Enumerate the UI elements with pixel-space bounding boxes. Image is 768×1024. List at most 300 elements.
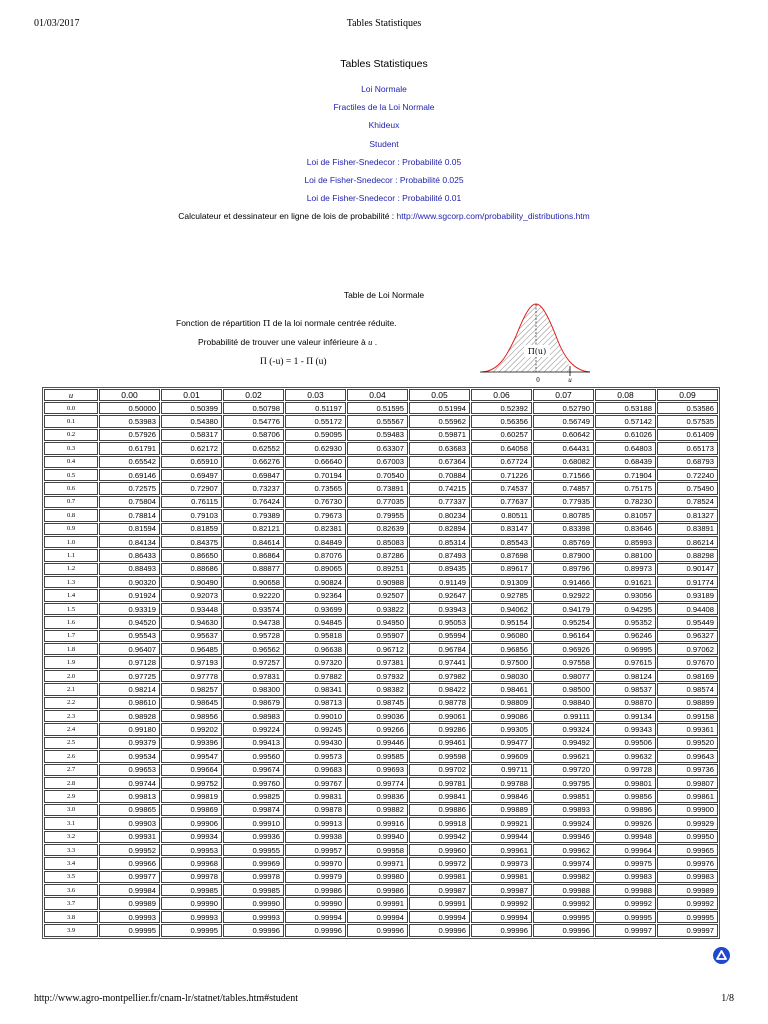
table-cell: 0.97882: [285, 670, 346, 682]
table-cell: 0.99957: [285, 844, 346, 856]
row-header: 3.2: [44, 831, 98, 843]
table-cell: 0.64803: [595, 442, 656, 454]
table-cell: 0.99767: [285, 777, 346, 789]
col-header: 0.09: [657, 389, 718, 401]
table-cell: 0.63307: [347, 442, 408, 454]
table-cell: 0.69847: [223, 469, 284, 481]
table-cell: 0.94408: [657, 603, 718, 615]
row-header: 0.6: [44, 482, 98, 494]
table-cell: 0.79673: [285, 509, 346, 521]
table-cell: 0.95154: [471, 616, 532, 628]
table-cell: 0.93448: [161, 603, 222, 615]
desc2-pre: Probabilité de trouver une valeur inférieure à: [198, 337, 369, 347]
table-cell: 0.98300: [223, 683, 284, 695]
table-row: [44, 563, 718, 575]
table-cell: 0.99995: [533, 911, 594, 923]
table-cell: 0.95053: [409, 616, 470, 628]
row-header: 1.3: [44, 576, 98, 588]
table-row: [44, 456, 718, 468]
table-cell: 0.99965: [657, 844, 718, 856]
table-cell: 0.98124: [595, 670, 656, 682]
table-cell: 0.99893: [533, 804, 594, 816]
table-cell: 0.63683: [409, 442, 470, 454]
table-row: [44, 670, 718, 682]
table-cell: 0.99286: [409, 723, 470, 735]
table-cell: 0.95818: [285, 630, 346, 642]
table-cell: 0.88298: [657, 549, 718, 561]
table-cell: 0.99952: [99, 844, 160, 856]
table-cell: 0.99461: [409, 737, 470, 749]
table-cell: 0.98983: [223, 710, 284, 722]
pi-symbol: Π: [262, 319, 271, 329]
table-cell: 0.84134: [99, 536, 160, 548]
table-cell: 0.99997: [657, 924, 718, 937]
table-cell: 0.99446: [347, 737, 408, 749]
row-header: 2.8: [44, 777, 98, 789]
table-cell: 0.57926: [99, 429, 160, 441]
table-cell: 0.99978: [223, 871, 284, 883]
table-cell: 0.99736: [657, 764, 718, 776]
table-cell: 0.99985: [223, 884, 284, 896]
table-cell: 0.53586: [657, 402, 718, 414]
table-cell: 0.99992: [533, 897, 594, 909]
table-cell: 0.99506: [595, 737, 656, 749]
table-cell: 0.99934: [161, 831, 222, 843]
table-cell: 0.99986: [347, 884, 408, 896]
table-cell: 0.99942: [409, 831, 470, 843]
table-cell: 0.97558: [533, 656, 594, 668]
table-cell: 0.99996: [223, 924, 284, 937]
table-cell: 0.99882: [347, 804, 408, 816]
table-cell: 0.66640: [285, 456, 346, 468]
table-cell: 0.99774: [347, 777, 408, 789]
table-cell: 0.96856: [471, 643, 532, 655]
table-cell: 0.96995: [595, 643, 656, 655]
table-cell: 0.99819: [161, 790, 222, 802]
table-cell: 0.62930: [285, 442, 346, 454]
table-cell: 0.91149: [409, 576, 470, 588]
table-cell: 0.99988: [595, 884, 656, 896]
table-cell: 0.99929: [657, 817, 718, 829]
table-cell: 0.98610: [99, 697, 160, 709]
table-cell: 0.82894: [409, 523, 470, 535]
table-cell: 0.83398: [533, 523, 594, 535]
symmetry-formula: Π (-u) = 1 - Π (u): [260, 357, 327, 367]
print-url: http://www.agro-montpellier.fr/cnam-lr/statnet/tables.htm#student: [34, 993, 299, 1004]
table-cell: 0.99643: [657, 750, 718, 762]
table-cell: 0.69146: [99, 469, 160, 481]
table-cell: 0.99900: [657, 804, 718, 816]
row-header: 0.4: [44, 456, 98, 468]
page-title: Tables Statistiques: [340, 58, 428, 70]
table-cell: 0.90658: [223, 576, 284, 588]
table-cell: 0.93574: [223, 603, 284, 615]
table-cell: 0.91924: [99, 589, 160, 601]
table-cell: 0.68793: [657, 456, 718, 468]
table-cell: 0.97128: [99, 656, 160, 668]
table-row: [44, 897, 718, 909]
table-cell: 0.73565: [285, 482, 346, 494]
table-cell: 0.99910: [223, 817, 284, 829]
table-cell: 0.61791: [99, 442, 160, 454]
table-row: [44, 616, 718, 628]
row-header: 0.0: [44, 402, 98, 414]
table-cell: 0.98713: [285, 697, 346, 709]
row-header: 3.3: [44, 844, 98, 856]
table-cell: 0.52392: [471, 402, 532, 414]
link-loi-normale[interactable]: Loi Normale: [361, 84, 407, 94]
row-header: 2.6: [44, 750, 98, 762]
table-cell: 0.99906: [161, 817, 222, 829]
table-cell: 0.83147: [471, 523, 532, 535]
table-row: [44, 482, 718, 494]
normal-distribution-table: [42, 387, 720, 939]
table-cell: 0.87900: [533, 549, 594, 561]
table-cell: 0.99245: [285, 723, 346, 735]
table-cell: 0.99944: [471, 831, 532, 843]
table-cell: 0.97441: [409, 656, 470, 668]
table-cell: 0.80234: [409, 509, 470, 521]
table-cell: 0.99950: [657, 831, 718, 843]
table-cell: 0.99996: [285, 924, 346, 937]
table-cell: 0.99560: [223, 750, 284, 762]
table-body: [44, 402, 718, 937]
table-cell: 0.96327: [657, 630, 718, 642]
table-cell: 0.99970: [285, 857, 346, 869]
table-links: [0, 84, 768, 211]
table-cell: 0.55567: [347, 415, 408, 427]
table-cell: 0.56749: [533, 415, 594, 427]
table-cell: 0.99994: [409, 911, 470, 923]
table-cell: 0.99972: [409, 857, 470, 869]
table-cell: 0.98382: [347, 683, 408, 695]
table-cell: 0.99874: [223, 804, 284, 816]
table-row: [44, 589, 718, 601]
row-header: 0.8: [44, 509, 98, 521]
table-cell: 0.90988: [347, 576, 408, 588]
table-cell: 0.99534: [99, 750, 160, 762]
table-cell: 0.97670: [657, 656, 718, 668]
table-cell: 0.99989: [99, 897, 160, 909]
table-cell: 0.99982: [533, 871, 594, 883]
row-header: 2.1: [44, 683, 98, 695]
table-cell: 0.73891: [347, 482, 408, 494]
table-cell: 0.99632: [595, 750, 656, 762]
table-cell: 0.96926: [533, 643, 594, 655]
table-cell: 0.99981: [409, 871, 470, 883]
table-cell: 0.96562: [223, 643, 284, 655]
table-cell: 0.94520: [99, 616, 160, 628]
table-cell: 0.95907: [347, 630, 408, 642]
table-cell: 0.94179: [533, 603, 594, 615]
table-cell: 0.99664: [161, 764, 222, 776]
table-cell: 0.99977: [99, 871, 160, 883]
link-khideux[interactable]: Khideux: [368, 120, 400, 131]
col-header: 0.04: [347, 389, 408, 401]
table-cell: 0.97500: [471, 656, 532, 668]
table-row: [44, 630, 718, 642]
row-header: 2.3: [44, 710, 98, 722]
table-row: [44, 643, 718, 655]
table-cell: 0.86864: [223, 549, 284, 561]
table-row: [44, 777, 718, 789]
table-row: [44, 924, 718, 937]
table-cell: 0.98809: [471, 697, 532, 709]
table-row: [44, 790, 718, 802]
table-cell: 0.98537: [595, 683, 656, 695]
table-cell: 0.89617: [471, 563, 532, 575]
table-cell: 0.99978: [161, 871, 222, 883]
table-cell: 0.89065: [285, 563, 346, 575]
table-cell: 0.99653: [99, 764, 160, 776]
table-cell: 0.83646: [595, 523, 656, 535]
col-header: 0.02: [223, 389, 284, 401]
table-cell: 0.99986: [285, 884, 346, 896]
table-row: [44, 764, 718, 776]
table-cell: 0.99324: [533, 723, 594, 735]
table-row: [44, 831, 718, 843]
table-cell: 0.79389: [223, 509, 284, 521]
table-cell: 0.88493: [99, 563, 160, 575]
table-cell: 0.98169: [657, 670, 718, 682]
section-title: Table de Loi Normale: [343, 290, 425, 300]
table-row: [44, 884, 718, 896]
table-cell: 0.99931: [99, 831, 160, 843]
table-cell: 0.99202: [161, 723, 222, 735]
table-cell: 0.99962: [533, 844, 594, 856]
table-cell: 0.99979: [285, 871, 346, 883]
table-cell: 0.87076: [285, 549, 346, 561]
col-header: 0.05: [409, 389, 470, 401]
description-line-1: [176, 318, 397, 329]
table-cell: 0.98840: [533, 697, 594, 709]
table-row: [44, 469, 718, 481]
table-cell: 0.92220: [223, 589, 284, 601]
table-cell: 0.62552: [223, 442, 284, 454]
table-cell: 0.69497: [161, 469, 222, 481]
table-cell: 0.81594: [99, 523, 160, 535]
table-cell: 0.99305: [471, 723, 532, 735]
row-header: 3.4: [44, 857, 98, 869]
table-cell: 0.90147: [657, 563, 718, 575]
link-student[interactable]: Student: [369, 138, 399, 149]
table-cell: 0.99010: [285, 710, 346, 722]
table-cell: 0.99413: [223, 737, 284, 749]
table-row: [44, 697, 718, 709]
table-cell: 0.87286: [347, 549, 408, 561]
table-row: [44, 844, 718, 856]
link-fisher-001[interactable]: Loi de Fisher-Snedecor : Probabilité 0.01: [306, 193, 462, 204]
table-cell: 0.99086: [471, 710, 532, 722]
calculator-text: Calculateur et dessinateur en ligne de lois de probabilité :: [178, 211, 397, 221]
table-cell: 0.99621: [533, 750, 594, 762]
calculator-link[interactable]: http://www.sgcorp.com/probability_distributions.htm: [396, 211, 590, 221]
table-cell: 0.99813: [99, 790, 160, 802]
table-cell: 0.97615: [595, 656, 656, 668]
row-header: 0.1: [44, 415, 98, 427]
table-row: [44, 576, 718, 588]
table-cell: 0.50399: [161, 402, 222, 414]
table-cell: 0.80511: [471, 509, 532, 521]
table-cell: 0.74537: [471, 482, 532, 494]
table-cell: 0.99861: [657, 790, 718, 802]
table-cell: 0.91466: [533, 576, 594, 588]
table-cell: 0.84614: [223, 536, 284, 548]
table-cell: 0.53983: [99, 415, 160, 427]
table-cell: 0.86214: [657, 536, 718, 548]
table-cell: 0.96485: [161, 643, 222, 655]
table-cell: 0.91309: [471, 576, 532, 588]
table-cell: 0.85543: [471, 536, 532, 548]
table-cell: 0.99492: [533, 737, 594, 749]
print-date: 01/03/2017: [34, 18, 80, 29]
table-cell: 0.99379: [99, 737, 160, 749]
table-cell: 0.80785: [533, 509, 594, 521]
link-fractiles[interactable]: Fractiles de la Loi Normale: [333, 102, 435, 113]
table-cell: 0.99752: [161, 777, 222, 789]
table-cell: 0.87493: [409, 549, 470, 561]
table-cell: 0.60642: [533, 429, 594, 441]
col-header: 0.00: [99, 389, 160, 401]
table-cell: 0.82639: [347, 523, 408, 535]
table-cell: 0.99996: [471, 924, 532, 937]
table-cell: 0.55962: [409, 415, 470, 427]
table-cell: 0.99343: [595, 723, 656, 735]
table-cell: 0.99598: [409, 750, 470, 762]
table-cell: 0.99995: [99, 924, 160, 937]
back-to-top-button[interactable]: [713, 947, 730, 964]
table-cell: 0.72575: [99, 482, 160, 494]
row-header: 1.9: [44, 656, 98, 668]
table-cell: 0.99997: [595, 924, 656, 937]
table-cell: 0.99224: [223, 723, 284, 735]
table-row: [44, 911, 718, 923]
table-cell: 0.77935: [533, 496, 594, 508]
table-cell: 0.60257: [471, 429, 532, 441]
table-cell: 0.98679: [223, 697, 284, 709]
table-cell: 0.99851: [533, 790, 594, 802]
table-row: [44, 523, 718, 535]
table-cell: 0.96712: [347, 643, 408, 655]
row-header: 3.6: [44, 884, 98, 896]
table-cell: 0.86433: [99, 549, 160, 561]
row-header: 1.6: [44, 616, 98, 628]
table-cell: 0.50798: [223, 402, 284, 414]
table-cell: 0.98077: [533, 670, 594, 682]
table-cell: 0.97932: [347, 670, 408, 682]
table-cell: 0.99983: [595, 871, 656, 883]
table-cell: 0.99744: [99, 777, 160, 789]
table-cell: 0.94630: [161, 616, 222, 628]
table-cell: 0.99987: [471, 884, 532, 896]
print-header: [0, 18, 768, 32]
table-cell: 0.99990: [285, 897, 346, 909]
table-cell: 0.88877: [223, 563, 284, 575]
figure-pi-label: Π(u): [527, 347, 547, 356]
table-cell: 0.97725: [99, 670, 160, 682]
table-cell: 0.65542: [99, 456, 160, 468]
link-fisher-0025[interactable]: Loi de Fisher-Snedecor : Probabilité 0.025: [304, 174, 464, 185]
link-fisher-005[interactable]: Loi de Fisher-Snedecor : Probabilité 0.05: [306, 156, 462, 167]
table-cell: 0.77035: [347, 496, 408, 508]
table-cell: 0.51197: [285, 402, 346, 414]
table-cell: 0.59483: [347, 429, 408, 441]
table-row: [44, 402, 718, 414]
table-cell: 0.97257: [223, 656, 284, 668]
table-cell: 0.99968: [161, 857, 222, 869]
row-header: 1.5: [44, 603, 98, 615]
table-cell: 0.89973: [595, 563, 656, 575]
table-cell: 0.99992: [471, 897, 532, 909]
row-header: 0.5: [44, 469, 98, 481]
table-cell: 0.99994: [347, 911, 408, 923]
table-cell: 0.99831: [285, 790, 346, 802]
table-cell: 0.94738: [223, 616, 284, 628]
table-cell: 0.83891: [657, 523, 718, 535]
table-cell: 0.99996: [409, 924, 470, 937]
table-cell: 0.98030: [471, 670, 532, 682]
table-cell: 0.99994: [471, 911, 532, 923]
table-cell: 0.99795: [533, 777, 594, 789]
row-header: 1.8: [44, 643, 98, 655]
table-cell: 0.54380: [161, 415, 222, 427]
table-cell: 0.99889: [471, 804, 532, 816]
table-cell: 0.96080: [471, 630, 532, 642]
table-row: [44, 817, 718, 829]
table-cell: 0.97778: [161, 670, 222, 682]
row-header: 0.2: [44, 429, 98, 441]
u-symbol: u: [368, 337, 373, 347]
table-cell: 0.99430: [285, 737, 346, 749]
table-cell: 0.99973: [471, 857, 532, 869]
table-row: [44, 429, 718, 441]
table-row: [44, 683, 718, 695]
table-cell: 0.92647: [409, 589, 470, 601]
table-cell: 0.77637: [471, 496, 532, 508]
table-cell: 0.72907: [161, 482, 222, 494]
table-cell: 0.99960: [409, 844, 470, 856]
table-cell: 0.72240: [657, 469, 718, 481]
table-cell: 0.99856: [595, 790, 656, 802]
table-cell: 0.99760: [223, 777, 284, 789]
table-cell: 0.98899: [657, 697, 718, 709]
table-cell: 0.99936: [223, 831, 284, 843]
table-cell: 0.57535: [657, 415, 718, 427]
table-cell: 0.99361: [657, 723, 718, 735]
table-cell: 0.75175: [595, 482, 656, 494]
desc1-pre: Fonction de répartition: [176, 318, 263, 328]
table-row: [44, 750, 718, 762]
table-cell: 0.99995: [595, 911, 656, 923]
table-cell: 0.99955: [223, 844, 284, 856]
table-row: [44, 723, 718, 735]
table-cell: 0.77337: [409, 496, 470, 508]
row-header: 2.5: [44, 737, 98, 749]
table-cell: 0.97193: [161, 656, 222, 668]
table-cell: 0.90824: [285, 576, 346, 588]
table-cell: 0.61409: [657, 429, 718, 441]
table-cell: 0.99266: [347, 723, 408, 735]
table-cell: 0.99993: [99, 911, 160, 923]
table-cell: 0.99976: [657, 857, 718, 869]
table-cell: 0.99573: [285, 750, 346, 762]
description-line-2: [198, 337, 377, 347]
row-header: 3.5: [44, 871, 98, 883]
table-cell: 0.98341: [285, 683, 346, 695]
table-cell: 0.75804: [99, 496, 160, 508]
table-cell: 0.66276: [223, 456, 284, 468]
table-cell: 0.89251: [347, 563, 408, 575]
